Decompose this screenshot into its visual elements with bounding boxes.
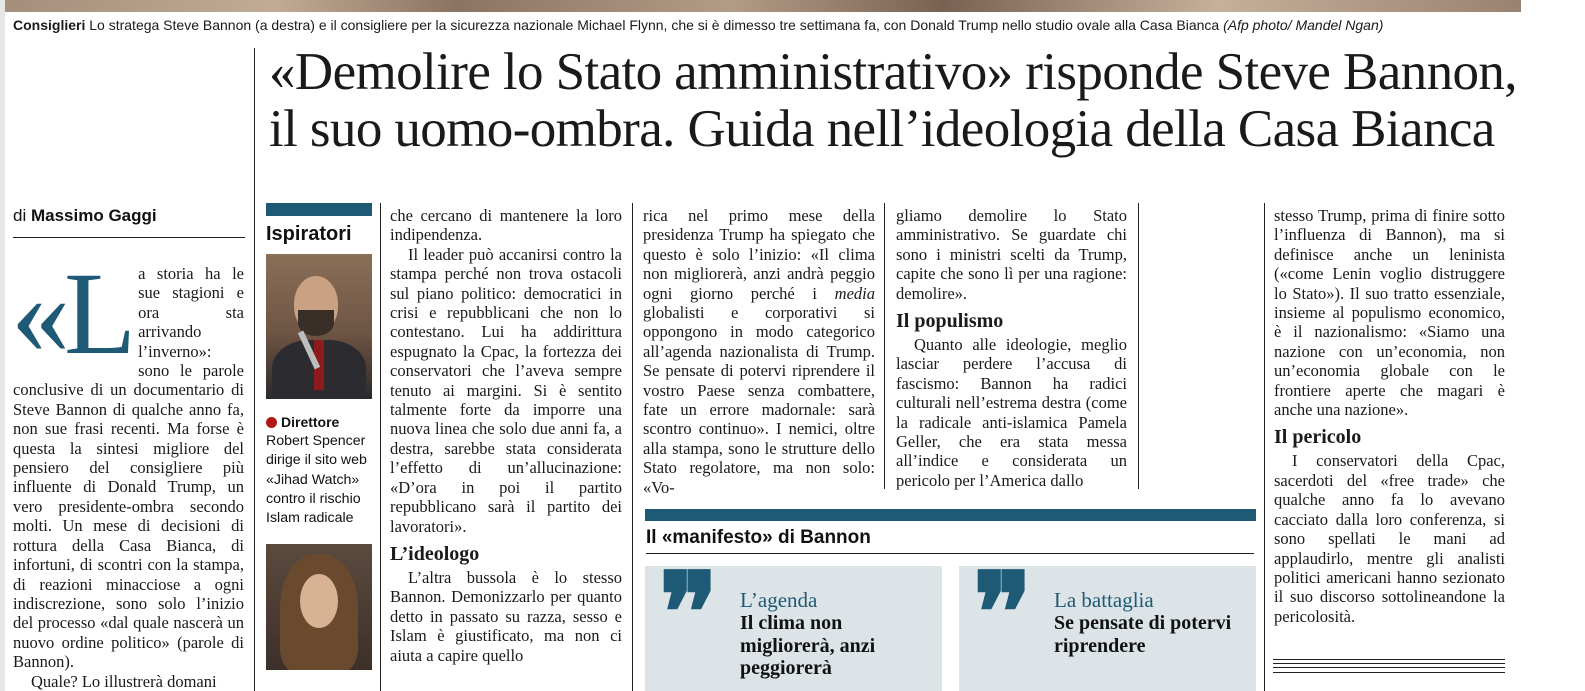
quote-heading: La battaglia bbox=[1054, 588, 1154, 612]
manifesto-accent-bar bbox=[645, 509, 1256, 521]
drop-cap: «L bbox=[11, 248, 131, 379]
quote-card-agenda bbox=[645, 566, 942, 691]
photo-caption bbox=[13, 16, 1553, 34]
paragraph: Quanto alle ideologie, meglio lasciar perdere l’accusa di fascismo: Bannon ha radici culturali nell’estrema destra (come la radicale anti-islamica Pamela Geller, che era stata messa all’indice e considerata un pericolo per l’America dallo bbox=[896, 335, 1127, 490]
byline-prefix: di bbox=[13, 206, 31, 225]
quote-mark-icon: ❞ bbox=[973, 566, 1033, 677]
quote-mark-icon: ❞ bbox=[659, 566, 719, 677]
top-photo-edge bbox=[0, 0, 1521, 12]
paragraph: Quale? Lo illustrerà domani bbox=[31, 671, 217, 691]
sidebar-role: Direttore bbox=[266, 413, 372, 432]
caption-credit: (Afp photo/ Mandel Ngan) bbox=[1223, 17, 1384, 33]
lead-paragraph bbox=[11, 248, 244, 672]
portrait-photo-second bbox=[266, 544, 372, 670]
page-left-margin bbox=[0, 0, 5, 691]
subheading: Il pericolo bbox=[1274, 426, 1362, 449]
paragraph: gliamo demolire lo Stato amministrativo. Se guardate chi sono i ministri scelti da Trump, capite che sono lì per una ragione: demolire». bbox=[896, 206, 1127, 303]
sidebar-title: Ispiratori bbox=[266, 223, 352, 245]
article-column-4 bbox=[896, 206, 1127, 490]
byline-author: Massimo Gaggi bbox=[30, 206, 157, 225]
paragraph: che cercano di mantenere la loro indipendenza. bbox=[390, 206, 622, 245]
column-rule bbox=[884, 203, 885, 489]
caption-lead: Consiglieri bbox=[13, 17, 86, 33]
subheading: L’ideologo bbox=[390, 542, 480, 565]
column-rule bbox=[1138, 203, 1139, 489]
article-column-2 bbox=[390, 206, 622, 665]
quote-text: Il clima non migliorerà, anzi peggiorerà bbox=[740, 612, 876, 679]
portrait-photo-robert-spencer bbox=[266, 254, 372, 399]
subheading: Il populismo bbox=[896, 310, 1004, 333]
paragraph: I conservatori della Cpac, sacerdoti del «free trade» che qualche anno fa lo avevano cacciato dalla loro conferenza, si sono spellati le mani ad applaudirlo, mentre gli analisti politici americani hanno sezionato il suo discorso sottolineandone la pericolosità. bbox=[1274, 451, 1505, 626]
byline bbox=[13, 206, 245, 238]
paragraph: stesso Trump, prima di finire sotto l’influenza di Bannon), ma si definisce anche un leninista («come Lenin voglio distruggere lo Stato»). Il suo tratto essenziale, insieme al populismo economico, è il nazionalismo: «Siamo una nazione con un’economia, non un’economia globale con le frontiere aperte che magari è anche una nazione». bbox=[1274, 206, 1505, 420]
quote-text: Se pensate di potervi riprendere bbox=[1054, 612, 1232, 657]
paragraph: Il leader può accanirsi contro la stampa perché non trova ostacoli sul piano politico: democratici in crisi e repubblicani che non lo contestano. Lui ha addirittura espugnato la Cpac, la fortezza dei conservatori che l’aveva sempre tenuto ai margini. Si è sentito talmente forte da imporre una nuova linea che solo due anni fa, a destra, sarebbe stata considerata l’effetto di un’allucinazione: «D’ora in poi il partito repubblicano sarà il partito dei lavoratori». bbox=[390, 244, 622, 536]
paragraph: a storia ha le sue stagioni e ora sta arrivando l’inverno»: sono le parole conclusive di un documentario di Steve Bannon di qualche anno fa, non sue frasi recenti. Ma forse è questa la sintesi migliore del pensiero del consigliere più influente di Donald Trump, un vero presidente-ombra secondo molti. Un mese di decisioni di rottura della Casa Bianca, di infortuni, di scontri con la stampa, di reazioni minacciose a ogni indiscrezione, sono solo l’inizio del processo «dal quale nascerà un nuovo ordine politico» (parole di Bannon). bbox=[13, 264, 244, 672]
headline-line-1: «Demolire lo Stato amministrativo» risponde Steve Bannon, bbox=[269, 43, 1517, 101]
column-rule-headline bbox=[254, 48, 255, 691]
article-column-1 bbox=[11, 248, 244, 691]
article-column-3 bbox=[643, 206, 875, 497]
caption-text: Lo stratega Steve Bannon (a destra) e il consigliere per la sicurezza nazionale Michael Flynn, che si è dimesso tre settimana fa, con Donald Trump nello studio ovale alla Casa Bianca bbox=[85, 17, 1224, 33]
bullet-dot-icon bbox=[266, 417, 277, 428]
paragraph: rica nel primo mese della presidenza Trump ha spiegato che questo è solo l’inizio: «Il clima non migliorerà, anzi andrà peggio ogni giorno perché i media globalisti e corporativi si oppongono in modo categorico all’agenda nazionalista di Trump. Se pensate di potervi riprendere il vostro Paese senza combattere, fate un errore madornale: sarà scontro continuo». I nemici, oltre alla stampa, sono le strutture dello Stato regolatore, ma non solo: «Vo- bbox=[643, 206, 875, 497]
headline-line-2: il suo uomo-ombra. Guida nell’ideologia della Casa Bianca bbox=[269, 100, 1495, 158]
quote-heading: L’agenda bbox=[740, 588, 818, 612]
manifesto-title: Il «manifesto» di Bannon bbox=[646, 526, 1254, 554]
article-end-rules bbox=[1273, 659, 1505, 673]
sidebar-accent-bar bbox=[266, 203, 372, 216]
quote-card-battaglia bbox=[959, 566, 1256, 691]
column-rule bbox=[380, 203, 381, 691]
column-rule bbox=[1264, 203, 1265, 691]
headline bbox=[269, 44, 1559, 158]
paragraph: L’altra bussola è lo stesso Bannon. Demonizzarlo per quanto detto in passato su razza, sesso e Islam è giustificato, ma non ci aiuta a capire quello bbox=[390, 567, 622, 665]
article-column-6 bbox=[1274, 206, 1505, 626]
sidebar-ispiratori bbox=[266, 203, 372, 670]
column-rule bbox=[632, 203, 633, 691]
sidebar-description: Robert Spencer dirige il sito web «Jihad Watch» contro il rischio Islam radicale bbox=[266, 433, 367, 527]
